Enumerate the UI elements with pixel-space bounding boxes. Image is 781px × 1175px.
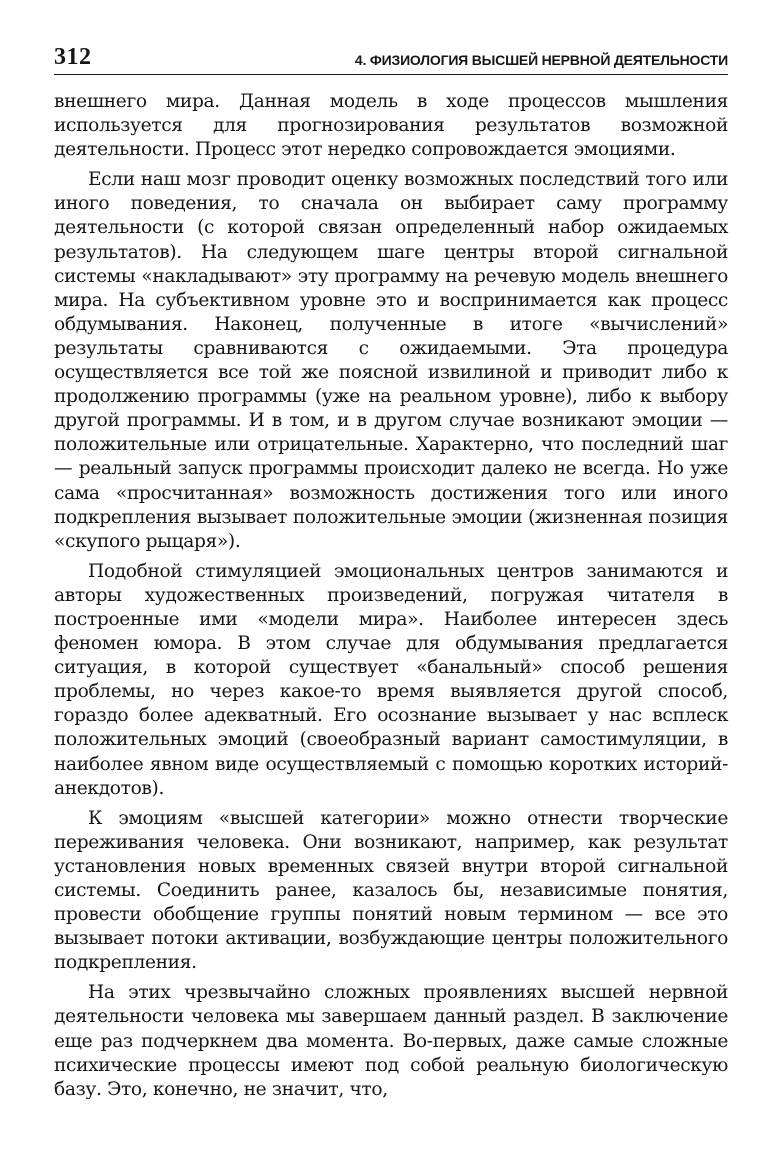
paragraph: На этих чрезвычайно сложных проявлениях высшей нервной деятельности человека мы завершаем данный раздел. В заключение еще раз подчеркнем два момента. Во-первых, даже самые сложные психические процессы имеют под собой реальную биологическую базу. Это, конечно, не значит, что, bbox=[54, 982, 728, 1100]
paragraph-continuation: внешнего мира. Данная модель в ходе процессов мышления используется для прогнозирования результатов возможной деятельности. Процесс этот нередко сопровождается эмоциями. bbox=[54, 91, 728, 161]
running-title: 4. ФИЗИОЛОГИЯ ВЫСШЕЙ НЕРВНОЙ ДЕЯТЕЛЬНОСТИ bbox=[354, 52, 728, 68]
paragraph: К эмоциям «высшей категории» можно отнести творческие переживания человека. Они возникают, например, как результат установления новых временных связей внутри второй сигнальной системы. Соединить ранее, казалось бы, независимые понятия, провести обобщение группы понятий новым термином — все это вызывает потоки активации, возбуждающие центры положительного подкрепления. bbox=[54, 807, 728, 974]
paragraph: Подобной стимуляцией эмоциональных центров занимаются и авторы художественных произведений, погружая читателя в построенные ими «модели мира». Наиболее интересен здесь феномен юмора. В этом случае для обдумывания предлагается ситуация, в которой существует «банальный» способ решения проблемы, но через какое-то время выявляется другой способ, гораздо более адекватный. Его осознание вызывает у нас всплеск положительных эмоций (своеобразный вариант самостимуляции, в наиболее явном виде осуществляемый с помощью коротких историй-анекдотов). bbox=[54, 560, 728, 799]
page-number: 312 bbox=[54, 44, 92, 70]
page-header bbox=[54, 40, 728, 75]
body-text bbox=[54, 90, 728, 1102]
paragraph: Если наш мозг проводит оценку возможных последствий того или иного поведения, то сначала он выбирает саму программу деятельности (с которой связан определенный набор ожидаемых результатов). На следующем шаге центры второй сигнальной системы «накладывают» эту программу на речевую модель внешнего мира. На субъективном уровне это и воспринимается как процесс обдумывания. Наконец, полученные в итоге «вычислений» результаты сравниваются с ожидаемыми. Эта процедура осуществляется все той же поясной извилиной и приводит либо к продолжению программы (уже на реальном уровне), либо к выбору другой программы. И в том, и в другом случае возникают эмоции — положительные или отрицательные. Характерно, что последний шаг — реальный запуск программы происходит далеко не всегда. Но уже сама «просчитанная» возможность достижения того или иного подкрепления вызывает положительные эмоции (жизненная позиция «скупого рыцаря»). bbox=[54, 169, 728, 552]
